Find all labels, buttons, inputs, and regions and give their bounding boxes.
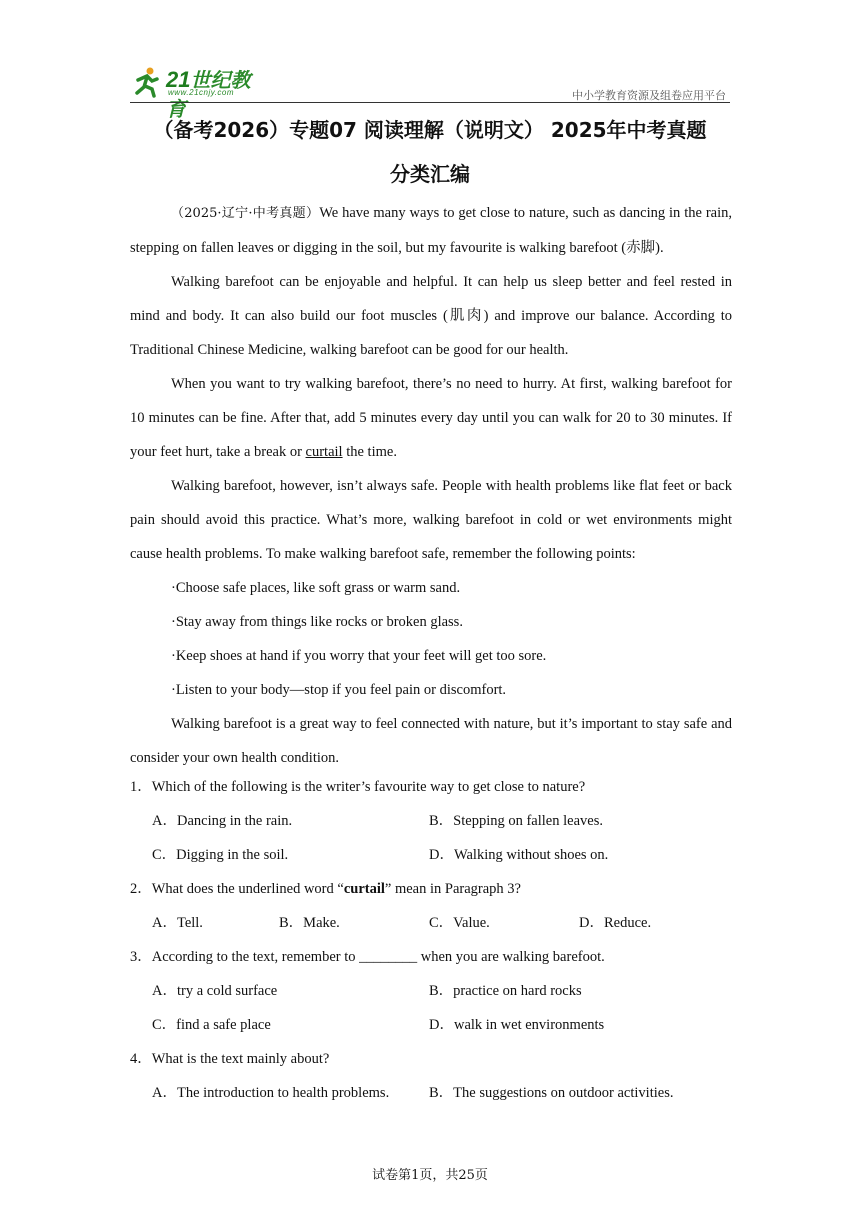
paragraph-2: Walking barefoot can be enjoyable and helpful. It can help us sleep better and feel rested in mind and body. It can also build our foot muscles (肌肉) and improve our balance. According to Traditional Chinese Medicine, walking barefoot can be good for our health. bbox=[130, 274, 732, 358]
option-c: C．Digging in the soil. bbox=[152, 847, 289, 863]
option-d: D．Reduce. bbox=[579, 915, 652, 931]
option-a: A．Dancing in the rain. bbox=[152, 813, 293, 829]
reading-passage bbox=[130, 196, 732, 775]
option-c: C．Value. bbox=[429, 915, 490, 931]
logo-text: 21世纪教育 bbox=[166, 67, 251, 121]
bullet-point: ·Keep shoes at hand if you worry that your feet will get too sore. bbox=[171, 648, 547, 664]
option-b: B．The suggestions on outdoor activities. bbox=[429, 1085, 674, 1101]
option-b: B．practice on hard rocks bbox=[429, 983, 582, 999]
question-list bbox=[130, 770, 732, 1110]
page-footer: 试卷第1页，共25页 bbox=[372, 1168, 488, 1183]
option-d: D．walk in wet environments bbox=[429, 1017, 605, 1033]
option-a: A．try a cold surface bbox=[152, 983, 278, 999]
question-source: （2025·辽宁·中考真题） bbox=[171, 206, 320, 221]
document-title-line-2: 分类汇编 bbox=[390, 162, 470, 186]
logo-url: www.21cnjy.com bbox=[168, 88, 234, 97]
option-c: C．find a safe place bbox=[152, 1017, 271, 1033]
option-a: A．Tell. bbox=[152, 915, 203, 931]
header-divider bbox=[130, 102, 730, 103]
runner-logo-icon bbox=[130, 66, 162, 98]
question-1-options-row-2 bbox=[130, 838, 732, 872]
option-a: A．The introduction to health problems. bbox=[152, 1085, 390, 1101]
question-3-stem: 3．According to the text, remember to ________ when you are walking barefoot. bbox=[130, 949, 605, 965]
paragraph-5: Walking barefoot is a great way to feel connected with nature, but it’s important to stay safe and consider your own health condition. bbox=[130, 716, 732, 766]
question-4-options-row-1 bbox=[130, 1076, 732, 1110]
question-4-stem: 4．What is the text mainly about? bbox=[130, 1051, 330, 1067]
paragraph-1: （2025·辽宁·中考真题）We have many ways to get close to nature, such as dancing in the rain, stepping on fallen leaves or digging in the soil, but my favourite is walking barefoot (赤脚). bbox=[130, 205, 732, 256]
question-2-options bbox=[130, 906, 732, 940]
bullet-point: ·Choose safe places, like soft grass or warm sand. bbox=[171, 580, 461, 596]
option-b: B．Stepping on fallen leaves. bbox=[429, 813, 603, 829]
option-b: B．Make. bbox=[279, 915, 340, 931]
option-d: D．Walking without shoes on. bbox=[429, 847, 609, 863]
logo bbox=[130, 62, 270, 121]
platform-name: 中小学教育资源及组卷应用平台 bbox=[572, 89, 726, 102]
document-title-line-1: （备考2026）专题07 阅读理解（说明文） 2025年中考真题 bbox=[153, 118, 707, 142]
question-2-stem: 2．What does the underlined word “curtail” mean in Paragraph 3? bbox=[130, 881, 521, 897]
paragraph-4: Walking barefoot, however, isn’t always safe. People with health problems like flat feet or back pain should avoid this practice. What’s more, walking barefoot in cold or wet environments might cause health problems. To make walking barefoot safe, remember the following points: bbox=[130, 478, 732, 562]
bullet-point: ·Stay away from things like rocks or broken glass. bbox=[171, 614, 463, 630]
page-header bbox=[130, 62, 730, 121]
question-1-options-row-1 bbox=[130, 804, 732, 838]
question-1-stem: 1．Which of the following is the writer’s favourite way to get close to nature? bbox=[130, 779, 586, 795]
question-3-options-row-2 bbox=[130, 1008, 732, 1042]
paragraph-3: When you want to try walking barefoot, there’s no need to hurry. At first, walking barefoot for 10 minutes can be fine. After that, add 5 minutes every day until you can walk for 20 to 30 minutes. If your feet hurt, take a break or curtail the time. bbox=[130, 376, 732, 460]
bullet-point: ·Listen to your body—stop if you feel pain or discomfort. bbox=[171, 682, 507, 698]
underlined-word: curtail bbox=[305, 444, 343, 460]
question-3-options-row-1 bbox=[130, 974, 732, 1008]
